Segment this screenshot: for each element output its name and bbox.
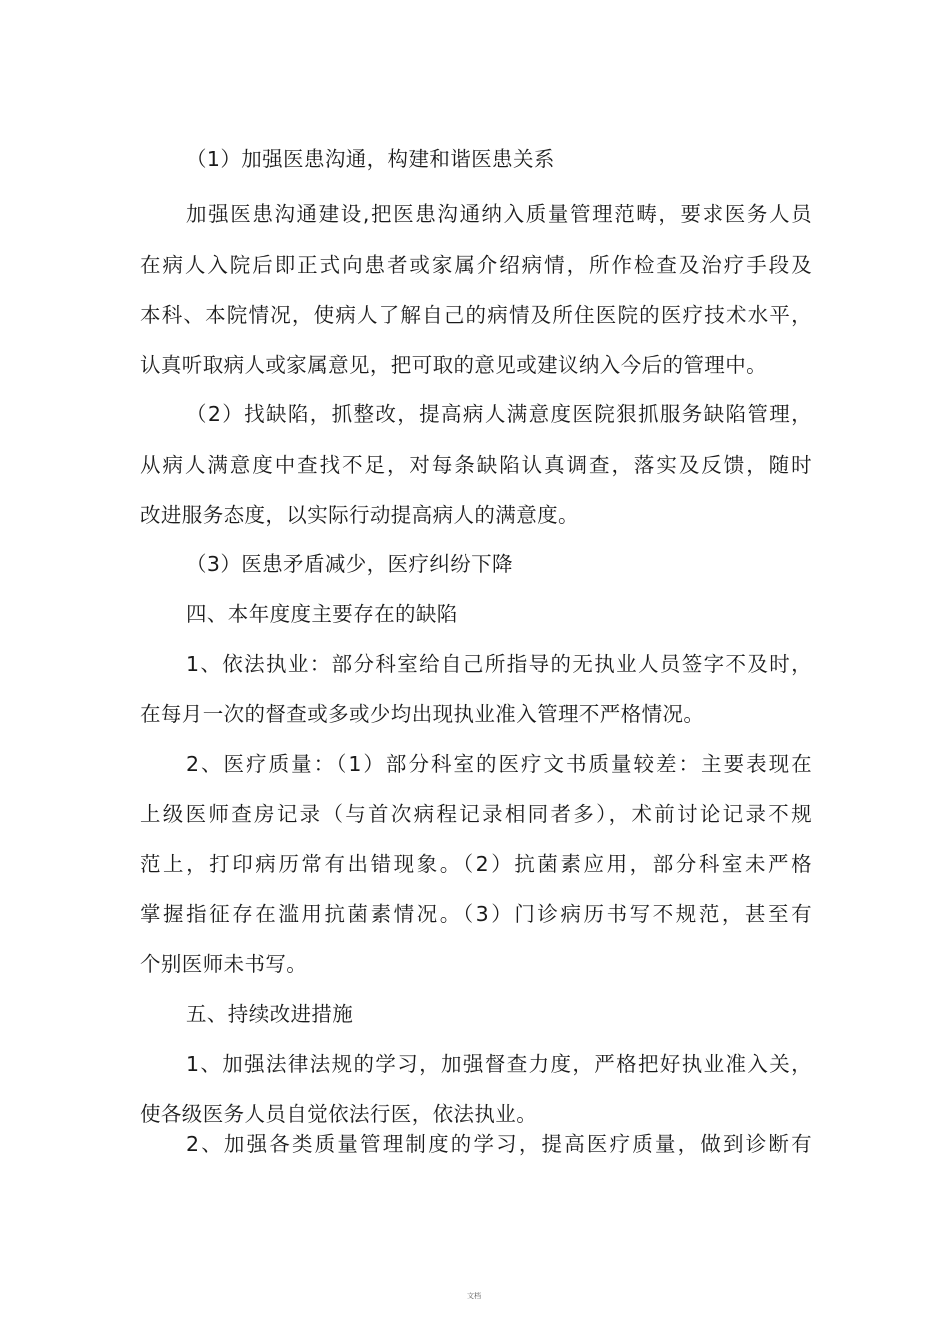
paragraph-line: 1、加强法律法规的学习，加强督查力度，严格把好执业准入关， xyxy=(186,1052,812,1076)
subheading-3: （3）医患矛盾减少，医疗纠纷下降 xyxy=(186,552,513,576)
paragraph-line: 1、依法执业：部分科室给自己所指导的无执业人员签字不及时， xyxy=(186,652,812,676)
paragraph-line: 在病人入院后即正式向患者或家属介绍病情，所作检查及治疗手段及 xyxy=(140,253,812,277)
paragraph-line: 2、加强各类质量管理制度的学习，提高医疗质量，做到诊断有 xyxy=(186,1132,812,1156)
paragraph-line: 2、医疗质量：（1）部分科室的医疗文书质量较差：主要表现在 xyxy=(186,752,812,776)
section-heading-5: 五、持续改进措施 xyxy=(186,1002,354,1026)
paragraph-line: 改进服务态度，以实际行动提高病人的满意度。 xyxy=(140,503,579,527)
paragraph-line: （2）找缺陷，抓整改，提高病人满意度医院狠抓服务缺陷管理， xyxy=(186,402,812,426)
subheading-1: （1）加强医患沟通，构建和谐医患关系 xyxy=(186,147,555,171)
paragraph-line: 掌握指征存在滥用抗菌素情况。（3）门诊病历书写不规范，甚至有 xyxy=(140,902,812,926)
paragraph-line: 上级医师查房记录（与首次病程记录相同者多），术前讨论记录不规 xyxy=(140,802,812,826)
paragraph-line: 使各级医务人员自觉依法行医，依法执业。 xyxy=(140,1102,538,1126)
paragraph-line: 认真听取病人或家属意见，把可取的意见或建议纳入今后的管理中。 xyxy=(140,353,767,377)
paragraph-line: 从病人满意度中查找不足，对每条缺陷认真调查，落实及反馈，随时 xyxy=(140,453,812,477)
paragraph-line: 个别医师未书写。 xyxy=(140,952,308,976)
section-heading-4: 四、本年度度主要存在的缺陷 xyxy=(186,602,458,626)
paragraph-line: 范上，打印病历常有出错现象。（2）抗菌素应用，部分科室未严格 xyxy=(140,852,812,876)
paragraph-line: 加强医患沟通建设,把医患沟通纳入质量管理范畴，要求医务人员 xyxy=(186,202,812,226)
paragraph-line: 本科、本院情况，使病人了解自己的病情及所住医院的医疗技术水平， xyxy=(140,303,812,327)
page-footer-mark: 文档 xyxy=(467,1292,481,1300)
paragraph-line: 在每月一次的督查或多或少均出现执业准入管理不严格情况。 xyxy=(140,702,705,726)
